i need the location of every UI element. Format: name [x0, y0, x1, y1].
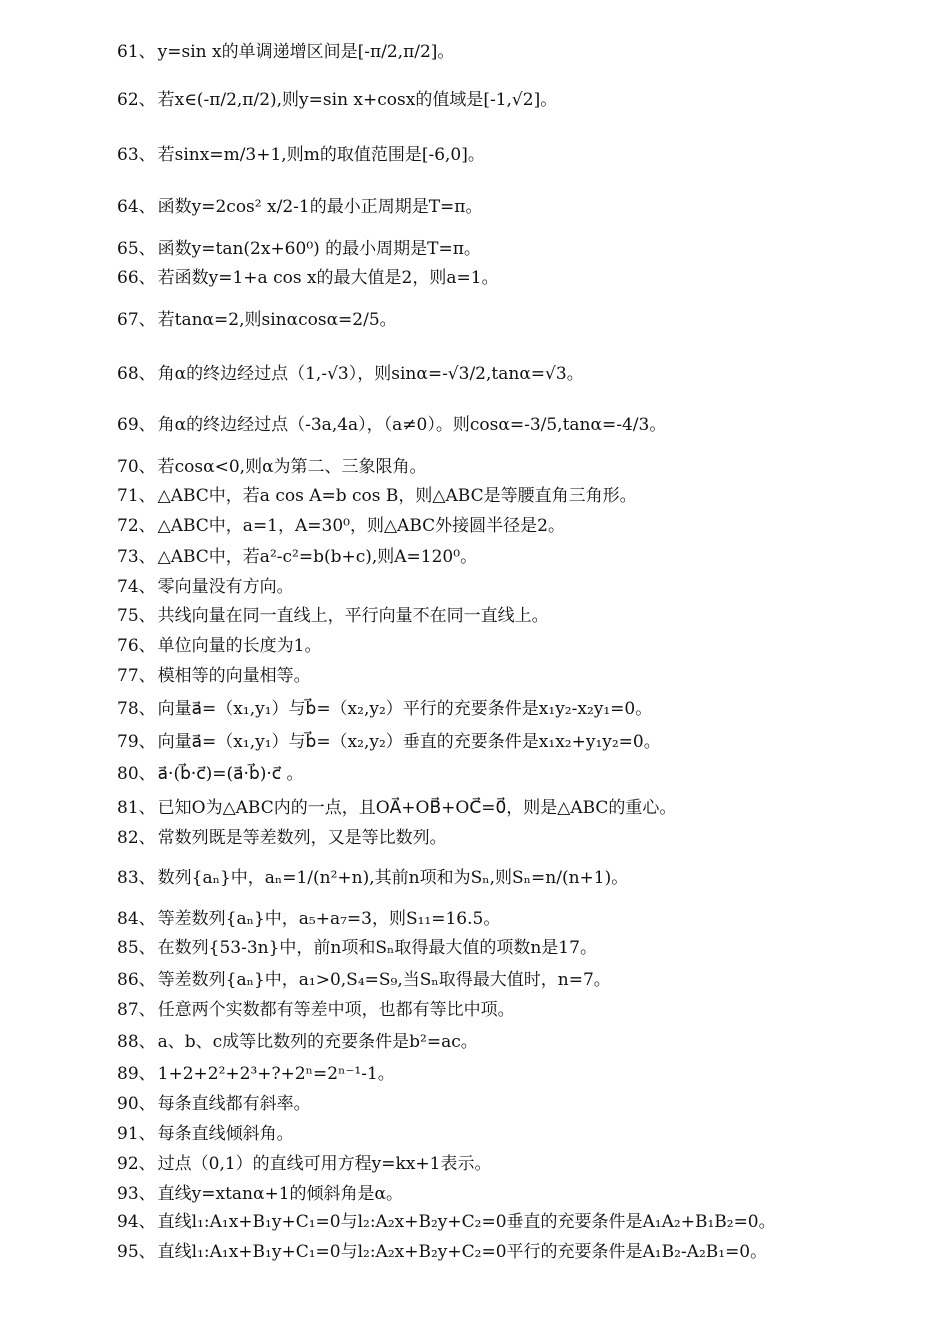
- item-text: a⃗·(b⃗·c⃗)=(a⃗·b⃗)·c⃗ 。: [157, 764, 304, 784]
- item-number: 83、: [117, 868, 156, 888]
- list-item: [117, 936, 597, 960]
- list-item: [117, 604, 549, 628]
- item-text: 过点（0,1）的直线可用方程y=kx+1表示。: [157, 1154, 492, 1174]
- item-number: 93、: [117, 1184, 156, 1204]
- item-number: 95、: [117, 1242, 156, 1262]
- list-item: [117, 697, 652, 721]
- item-number: 76、: [117, 636, 156, 656]
- item-number: 89、: [117, 1064, 156, 1084]
- list-item: [117, 514, 565, 538]
- item-text: △ABC中，a=1，A=30⁰，则△ABC外接圆半径是2。: [157, 516, 565, 536]
- item-text: △ABC中，若a²-c²=b(b+c),则A=120⁰。: [157, 547, 478, 567]
- item-number: 92、: [117, 1154, 156, 1174]
- item-number: 94、: [117, 1212, 156, 1232]
- item-text: 1+2+2²+2³+?+2ⁿ=2ⁿ⁻¹-1。: [157, 1064, 395, 1084]
- list-item: [117, 40, 454, 64]
- list-item: [117, 413, 666, 437]
- item-text: 单位向量的长度为1。: [157, 636, 322, 656]
- list-item: [117, 484, 637, 508]
- list-item: [117, 362, 584, 386]
- list-item: [117, 1122, 294, 1146]
- item-text: 数列{aₙ}中，aₙ=1/(n²+n),其前n项和为Sₙ,则Sₙ=n/(n+1)。: [157, 868, 629, 888]
- item-number: 74、: [117, 577, 156, 597]
- list-item: [117, 88, 557, 112]
- list-item: [117, 1152, 491, 1176]
- list-item: [117, 195, 482, 219]
- list-item: [117, 634, 321, 658]
- item-number: 72、: [117, 516, 156, 536]
- item-number: 61、: [117, 42, 156, 62]
- item-number: 71、: [117, 486, 156, 506]
- item-number: 62、: [117, 90, 156, 110]
- item-number: 84、: [117, 909, 156, 929]
- list-item: [117, 866, 628, 890]
- item-number: 75、: [117, 606, 156, 626]
- list-item: [117, 237, 481, 261]
- list-item: [117, 1092, 311, 1116]
- item-number: 81、: [117, 798, 156, 818]
- item-text: 函数y=tan(2x+60⁰) 的最小周期是T=π。: [157, 239, 481, 259]
- item-number: 73、: [117, 547, 156, 567]
- item-text: 若函数y=1+a cos x的最大值是2，则a=1。: [157, 268, 499, 288]
- item-text: 等差数列{aₙ}中，a₁>0,S₄=S₉,当Sₙ取得最大值时，n=7。: [157, 970, 611, 990]
- list-item: [117, 545, 477, 569]
- item-number: 82、: [117, 828, 156, 848]
- item-number: 90、: [117, 1094, 156, 1114]
- item-number: 86、: [117, 970, 156, 990]
- list-item: [117, 907, 500, 931]
- item-text: 等差数列{aₙ}中，a₅+a₇=3，则S₁₁=16.5。: [157, 909, 501, 929]
- item-text: 角α的终边经过点（1,-√3），则sinα=-√3/2,tanα=√3。: [157, 364, 584, 384]
- item-text: y=sin x的单调递增区间是[-π/2,π/2]。: [157, 42, 455, 62]
- item-number: 67、: [117, 310, 156, 330]
- item-number: 69、: [117, 415, 156, 435]
- item-number: 87、: [117, 1000, 156, 1020]
- item-number: 63、: [117, 145, 156, 165]
- item-text: 直线l₁:A₁x+B₁y+C₁=0与l₂:A₂x+B₂y+C₂=0垂直的充要条件是A₁A₂+B₁B₂=0。: [157, 1212, 776, 1232]
- item-number: 88、: [117, 1032, 156, 1052]
- item-number: 78、: [117, 699, 156, 719]
- item-text: 每条直线都有斜率。: [157, 1094, 311, 1114]
- item-text: 向量a⃗=（x₁,y₁）与b⃗=（x₂,y₂）平行的充要条件是x₁y₂-x₂y₁=0。: [157, 699, 653, 719]
- list-item: [117, 762, 304, 786]
- list-item: [117, 1062, 395, 1086]
- list-item: [117, 575, 294, 599]
- item-text: 已知O为△ABC内的一点，且OA⃗+OB⃗+OC⃗=0⃗，则是△ABC的重心。: [157, 798, 677, 818]
- item-text: 零向量没有方向。: [157, 577, 294, 597]
- item-text: 若sinx=m/3+1,则m的取值范围是[-6,0]。: [157, 145, 485, 165]
- item-text: 若x∈(-π/2,π/2),则y=sin x+cosx的值域是[-1,√2]。: [157, 90, 558, 110]
- item-number: 65、: [117, 239, 156, 259]
- list-item: [117, 308, 397, 332]
- item-number: 79、: [117, 732, 156, 752]
- item-text: 模相等的向量相等。: [157, 666, 311, 686]
- item-text: 直线y=xtanα+1的倾斜角是α。: [157, 1184, 404, 1204]
- item-number: 85、: [117, 938, 156, 958]
- list-item: [117, 266, 499, 290]
- item-text: 每条直线倾斜角。: [157, 1124, 294, 1144]
- list-item: [117, 796, 676, 820]
- item-text: 直线l₁:A₁x+B₁y+C₁=0与l₂:A₂x+B₂y+C₂=0平行的充要条件是A₁B₂-A₂B₁=0。: [157, 1242, 768, 1262]
- list-item: [117, 826, 447, 850]
- item-text: 在数列{53-3n}中，前n项和Sₙ取得最大值的项数n是17。: [157, 938, 597, 958]
- item-number: 91、: [117, 1124, 156, 1144]
- list-item: [117, 1182, 403, 1206]
- item-text: 若cosα<0,则α为第二、三象限角。: [157, 457, 427, 477]
- item-number: 77、: [117, 666, 156, 686]
- item-number: 70、: [117, 457, 156, 477]
- list-item: [117, 664, 311, 688]
- item-text: 向量a⃗=（x₁,y₁）与b⃗=（x₂,y₂）垂直的充要条件是x₁x₂+y₁y₂=0。: [157, 732, 661, 752]
- item-text: 角α的终边经过点（-3a,4a），（a≠0）。则cosα=-3/5,tanα=-4/3。: [157, 415, 667, 435]
- list-item: [117, 1030, 478, 1054]
- list-item: [117, 968, 611, 992]
- item-text: 函数y=2cos² x/2-1的最小正周期是T=π。: [157, 197, 483, 217]
- item-text: △ABC中，若a cos A=b cos B，则△ABC是等腰直角三角形。: [157, 486, 637, 506]
- item-text: 任意两个实数都有等差中项，也都有等比中项。: [157, 1000, 515, 1020]
- item-text: a、b、c成等比数列的充要条件是b²=ac。: [157, 1032, 478, 1052]
- list-item: [117, 730, 661, 754]
- item-text: 若tanα=2,则sinαcosα=2/5。: [157, 310, 397, 330]
- list-item: [117, 998, 515, 1022]
- item-number: 64、: [117, 197, 156, 217]
- list-item: [117, 1240, 767, 1264]
- list-item: [117, 1210, 776, 1234]
- item-number: 80、: [117, 764, 156, 784]
- item-number: 68、: [117, 364, 156, 384]
- item-text: 常数列既是等差数列，又是等比数列。: [157, 828, 447, 848]
- item-number: 66、: [117, 268, 156, 288]
- item-text: 共线向量在同一直线上，平行向量不在同一直线上。: [157, 606, 549, 626]
- list-item: [117, 455, 427, 479]
- list-item: [117, 143, 485, 167]
